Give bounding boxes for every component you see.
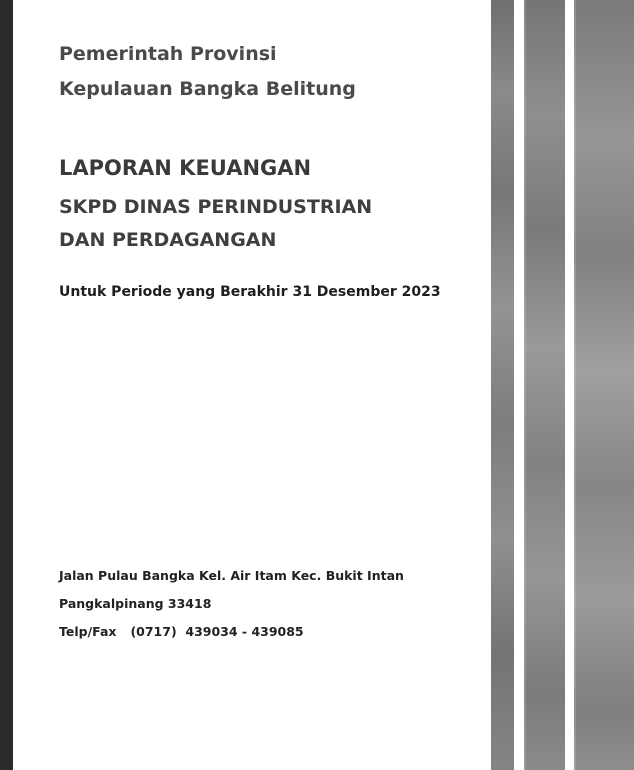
scan-left-edge [0, 0, 13, 770]
report-subtitle-line1: SKPD DINAS PERINDUSTRIAN [59, 196, 373, 218]
government-name-line1: Pemerintah Provinsi [59, 43, 277, 65]
phone-value: (0717) 439034 - 439085 [130, 624, 304, 639]
decorative-stripe-2 [524, 0, 565, 770]
decorative-stripe-1 [491, 0, 514, 770]
phone-label: Telp/Fax [59, 624, 117, 639]
government-name-line2: Kepulauan Bangka Belitung [59, 78, 356, 100]
report-period: Untuk Periode yang Berakhir 31 Desember 2023 [59, 284, 441, 300]
address-city: Pangkalpinang 33418 [59, 596, 212, 611]
address-phone [59, 624, 304, 639]
report-title: LAPORAN KEUANGAN [59, 156, 312, 180]
cover-page [13, 0, 634, 770]
decorative-stripe-3 [574, 0, 634, 770]
address-street: Jalan Pulau Bangka Kel. Air Itam Kec. Bukit Intan [59, 568, 404, 583]
report-subtitle-line2: DAN PERDAGANGAN [59, 229, 277, 251]
